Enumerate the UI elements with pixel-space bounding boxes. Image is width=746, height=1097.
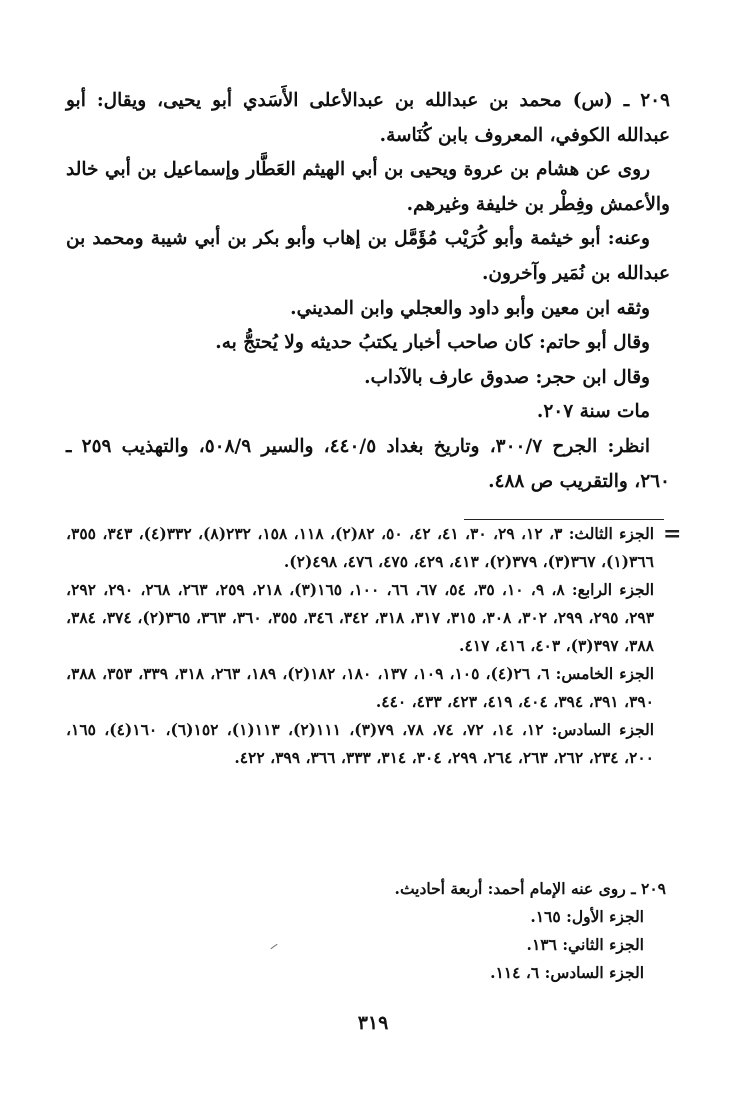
narrators-paragraph: وعنه: أبو خيثمة وأبو كُرَيْب مُؤَمَّل بن إهاب وأبو بكر بن أبي شيبة ومحمد بن عبدالله بن نُمَير وآخرون. [66, 228, 670, 284]
references-paragraph: انظر: الجرح ٣٠٠/٧، وتاريخ بغداد ٤٤٠/٥، والسير ٥٠٨/٩، والتهذيب ٢٥٩ ـ ٢٦٠، والتقريب ص ٤٨٨. [66, 435, 670, 492]
trust-paragraph: وثقه ابن معين وأبو داود والعجلي وابن المديني. [290, 297, 650, 319]
footnote-volume-5: الجزء الخامس: ٦، ٢٦(٤)، ١٠٥، ١٠٩، ١٣٧، ١٨٠، ١٨٢(٢)، ١٨٩، ٢٦٣، ٣١٨، ٣٣٩، ٣٥٣، ٣٨٨، ٣٩٠، ٣٩١، ٣٩٤، ٤٠٤، ٤١٩، ٤٢٣، ٤٣٣، ٤٤٠. [66, 664, 655, 711]
footnote-209-head: ٢٠٩ ـ روى عنه الإمام أحمد: أربعة أحاديث. [394, 879, 666, 898]
narrated-from-paragraph: روى عن هشام بن عروة ويحيى بن أبي الهيثم العَطَّار وإسماعيل بن أبي خالد والأعمش وفِطْر بن خليفة وغيرهم. [66, 159, 670, 215]
footnote-209 [66, 875, 666, 987]
page-number: ٣١٩ [357, 1012, 389, 1034]
footnote-volume-6: الجزء السادس: ١٢، ١٤، ٧٢، ٧٤، ٧٨، ٧٩(٣)، ١١١(٢)، ١١٣(١)، ١٥٢(٦)، ١٦٠(٤)، ١٦٥، ٢٠٠، ٢٣٤، ٢٦٢، ٢٦٣، ٢٦٤، ٢٩٩، ٣٠٤، ٣١٤، ٣٣٣، ٣٦٦، ٣٩٩، ٤٢٢. [66, 720, 655, 767]
continuation-mark: = [663, 521, 682, 547]
death-paragraph: مات سنة ٢٠٧. [536, 401, 650, 423]
entry-heading-paragraph: ٢٠٩ ـ (س) محمد بن عبدالله بن عبدالأعلى الأَسَدي أبو يحيى، ويقال: أبو عبدالله الكوفي، المعروف بابن كُنَاسة. [66, 90, 670, 146]
footnotes-continued [66, 520, 654, 772]
footnote-volume-3: الجزء الثالث: ٣، ١٢، ٢٩، ٣٠، ٤١، ٤٢، ٥٠، ٨٢(٢)، ١١٨، ١٥٨، ٢٣٢(٨)، ٣٣٢(٤)، ٣٤٣، ٣٥٥، ٣٦٦(١)، ٣٦٧(٣)، ٣٧٩(٢)، ٤١٣، ٤٢٩، ٤٧٥، ٤٧٦، ٤٩٨(٢). [66, 524, 655, 571]
biography-entry [66, 84, 670, 499]
footnote-209-vol2: الجزء الثاني: ١٣٦. [526, 935, 644, 954]
footnote-209-vol6: الجزء السادس: ٦، ١١٤. [490, 963, 644, 982]
abu-hatim-paragraph: وقال أبو حاتم: كان صاحب أخبار يكتبُ حديثه ولا يُحتجُّ به. [215, 332, 650, 354]
footnote-209-vol1: الجزء الأول: ١٦٥. [530, 907, 644, 926]
ibn-hajar-paragraph: وقال ابن حجر: صدوق عارف بالآداب. [364, 366, 650, 388]
footnote-volume-4: الجزء الرابع: ٨، ٩، ١٠، ٣٥، ٥٤، ٦٧، ٦٦، ١٠٠، ١٦٥(٣)، ٢١٨، ٢٥٩، ٢٦٣، ٢٦٨، ٢٩٠، ٢٩٢، ٢٩٣، ٢٩٥، ٢٩٩، ٣٠٢، ٣٠٨، ٣١٥، ٣١٧، ٣١٨، ٣٤٢، ٣٤٦، ٣٥٥، ٣٦٠، ٣٦٣، ٣٦٥(٢)، ٣٧٤، ٣٨٤، ٣٨٨، ٣٩٧(٣)، ٤٠٣، ٤١٦، ٤١٧. [66, 580, 655, 655]
